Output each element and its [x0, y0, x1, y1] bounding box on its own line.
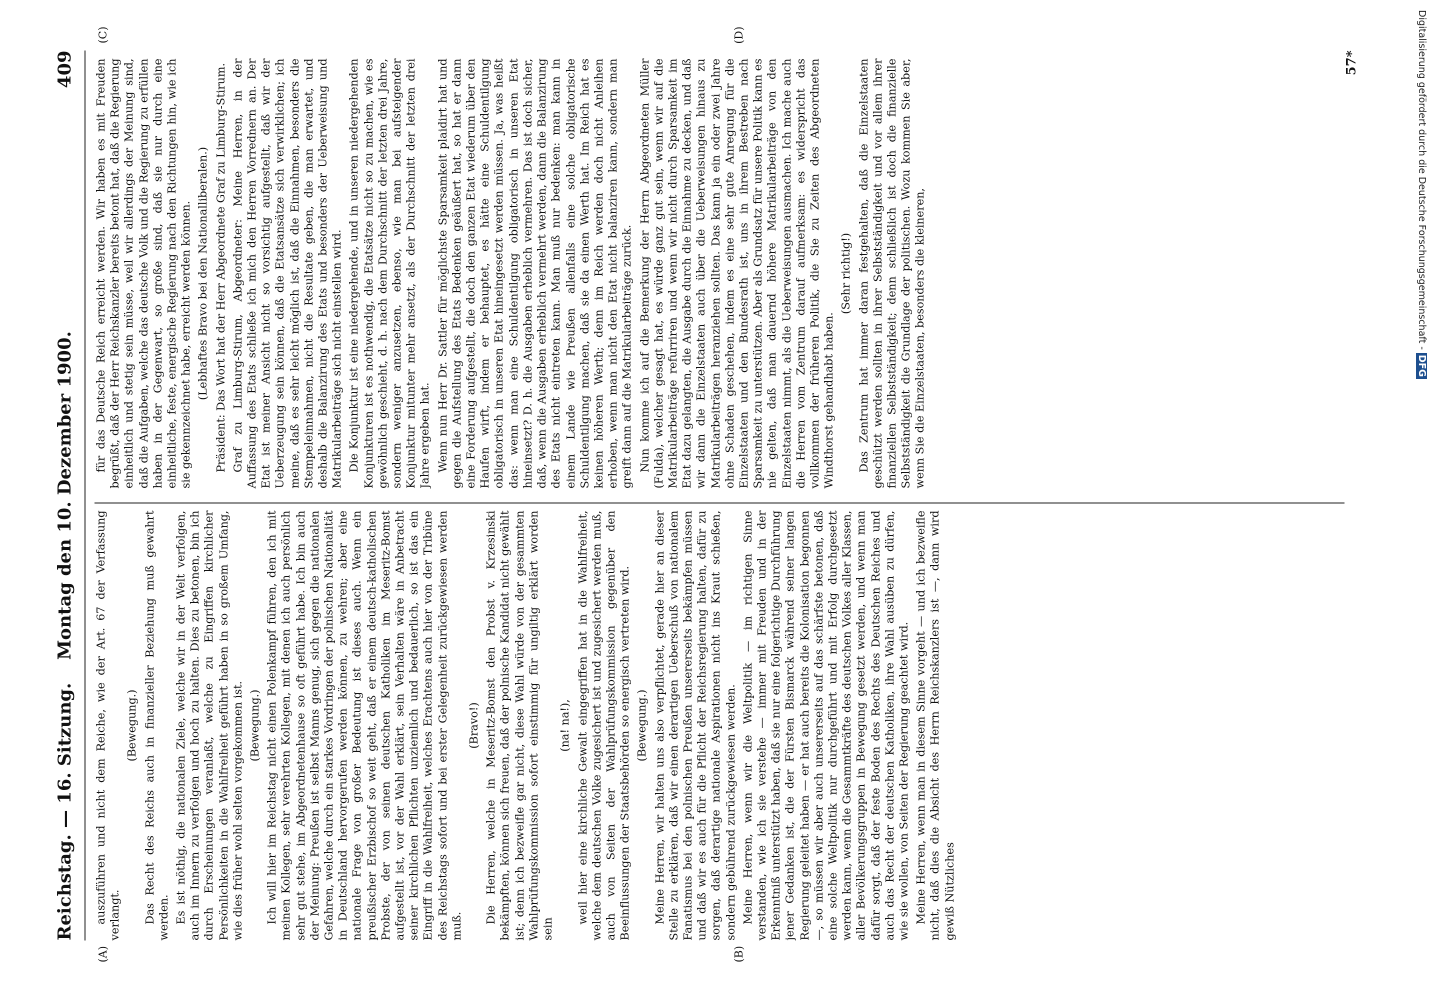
document-page: [33, 21, 1378, 981]
right-column-paragraph: Graf zu Limburg-Stirum, Abgeordneter: Meine Herren, in der Auffassung des Etats schließe ich mich den Herren Vorrednern an. Der Etat ist meiner Ansicht nicht so vorsichtig aufgestellt, daß wir der Ueberzeugung sein können, daß die Etatsansätze sich verwirklichen; ich meine, daß es sehr leicht möglich ist, daß die Einnahmen, besonders die Stempeleinnahmen, nicht die Resultate geben, die man erwartet, und deshalb die Balanzirung des Etats und besonders der Ueberweisung und Matrikularbeiträge sich nicht einstellen wird.: [231, 58, 344, 489]
dfg-logo: DFG: [1416, 354, 1427, 377]
left-column-paragraph: weil hier eine kirchliche Gewalt eingegriffen hat in die Wahlfreiheit, welche dem deutschen Volke zugesichert ist und zugesichert werden muß, auch von Seiten der Wahlprüfungskommission gegenüber den Beeinflussungen der Staatsbehörden so energisch vertreten wird.: [576, 510, 632, 941]
right-column-paragraph: Das Zentrum hat immer daran festgehalten, daß die Einzelstaaten geschützt werden sollten in ihrer Selbstständigkeit und vor allem ihrer finanziellen Selbstständigkeit; denn schließlich ist doch die finanzielle Selbstständigkeit die Grundlage der politischen. Wozu kommen Sie aber, wenn Sie die Einzelstaaten, besonders die kleineren,: [857, 58, 927, 489]
left-column-paragraph: Meine Herren, wenn wir die Weltpolitik — im richtigen Sinne verstanden, wie ich sie verstehe — immer mit Freuden und in der Erkenntniß unterstützt haben, daß sie nur eine folgerichtige Durchführung jener Gedanken ist, die der Fürsten Bismarck während seiner langen Regierung geleitet haben — er hat auch bereits die Kolonisation begonnen —, so müssen wir aber auch unsererseits auf das schärfste betonen, daß eine solche Weltpolitik nur durchgeführt und mit Erfolg durchgesetzt werden kann, wenn die Gesammtkräfte des deutschen Volkes aller Klassen, aller Bevölkerungsgruppen in Bewegung gesetzt werden, und wenn man dafür sorgt, daß der feste Boden des Rechts des Deutschen Reiches und auch das Recht der deutschen Katholiken, ihre Wahl ausüben zu dürfen, wie sie wollen, von Seiten der Regierung geachtet wird.: [741, 510, 911, 941]
header-session: Reichstag. — 16. Sitzung.: [54, 682, 76, 941]
left-column-paragraph: (Bewegung.): [248, 689, 262, 762]
credit-text: Digitalisierung gefördert durch die Deutsche Forschungsgemeinschaft -: [1416, 10, 1427, 353]
page-number: 409: [54, 50, 76, 89]
digitization-credit: [1414, 10, 1428, 670]
right-column-paragraph: Die Konjunktur ist eine niedergehende, und in unseren niedergehenden Konjunkturen ist es nothwendig, die Etatsätze nicht so zu machen, wie es gewöhnlich geschieht, d. h. nach dem Durchschnitt der letzten drei Jahre, sondern weniger anzusetzen, ebenso, wie man bei aufsteigender Konjunktur mitunter mehr ansetzt, als der Durchschnitt der letzten drei Jahre ergeben hat.: [347, 58, 432, 489]
left-column-paragraph: (Bewegung.): [125, 689, 139, 762]
right-column-paragraph: (Sehr richtig!): [839, 232, 853, 315]
header-rule: [85, 51, 86, 941]
right-column-paragraph: Nun komme ich auf die Bemerkung der Herrn Abgeordneten Müller (Fulda), welcher gesagt hat, es würde ganz gut sein, wenn wir auf die Matrikularbeiträge refurriren und wenn wir nicht durch Sparsamkeit im Etat dazu gelangten, die Ausgabe durch die Einnahme zu decken, und daß wir dann die Einzelstaaten auch über die Ueberweisungen hinaus zu Matrikularbeiträgen heranziehen sollten. Das kann ja ein oder zwei Jahre ohne Schaden geschehen, indem es eine sehr gute Anregung für die Einzelstaaten und den Bundesrath ist, uns in ihrem Bestreben nach Sparsamkeit zu unterstützen. Aber als Grundsatz für unsere Politik kann es nie gelten, daß man dauernd höhere Matrikularbeiträge von den Einzelstaaten nimmt, als die Ueberweisungen ausmachen. Ich mache auch die Herren vom Zentrum darauf aufmerksam: es widerspricht das vollkommen der früheren Politik, die Sie zu Zeiten des Abgeordneten Windthorst gehandhabt haben.: [638, 58, 836, 489]
left-column: [95, 511, 1350, 941]
left-column-paragraph: (na! na!),: [558, 699, 572, 752]
page-header: [55, 51, 83, 941]
left-column-paragraph: (Bravo!): [467, 702, 481, 749]
margin-marker-c: (C): [96, 26, 110, 44]
left-column-paragraph: Ich will hier im Reichstag nicht einen Polenkampf führen, den ich mit meinen Kollegen, sehr verehrten Kollegen, mit denen ich auch persönlich sehr gut stehe, im Abgeordnetenhause so oft geführt habe. Ich bin auch der Meinung: Preußen ist selbst Manns genug, sich gegen die nationalen Gefahren, welche durch ein starkes Vordringen der polnischen Nationalität in Deutschland hervorgerufen werden können, zu wehren; aber eine nationale Frage von großer Bedeutung ist dieses auch. Wenn ein preußischer Erzbischof so weit geht, daß er einem deutsch-katholischen Probste, der von seinen deutschen Katholiken im Meseritz-Bomst aufgestellt ist, vor der Wahl erklärt, sein Verhalten wäre in Anbetracht seiner kirchlichen Pflichten unziemlich und bedauerlich, so ist das ein Eingriff in die Wahlfreiheit, welches Erachtens auch hier von der Tribüne des Reichstags sofort und bei erster Gelegenheit zurückgewiesen werden muß.: [265, 510, 464, 941]
left-column-paragraph: Das Recht des Reichs auch in finanzieller Beziehung muß gewahrt werden.: [143, 510, 171, 941]
left-column-paragraph: (Bewegung.): [635, 689, 649, 762]
column-divider: [95, 503, 1345, 504]
right-column-paragraph: Wenn nun Herr Dr. Sattler für möglichste Sparsamkeit plaidirt hat und gegen die Aufstellung des Etats Bedenken geäußert hat, so hat er dann eine Forderung aufgestellt, die doch den ganzen Etat wiederum über den Haufen wirft, indem er behauptet, es hätte eine Schuldentilgung obligatorisch in unseren Etat hineingesetzt werden müssen. Ja, was heißt das: wenn man eine Schuldentilgung obligatorisch in unseren Etat hineinsetzt? D. h. die Ausgaben erheblich vermehren. Das ist doch sicher, daß, wenn die Ausgaben erheblich vermehrt werden, dann die Balanzirung des Etats nicht eintreten kann. Man muß nur bedenken: man kann in einem Lande wie Preußen allenfalls eine solche obligatorische Schuldentilgung machen, daß sie da einen Werth hat. Im Reich hat es keinen höheren Werth; denn im Reich werden doch nicht Anleihen erhoben, wenn man nicht den Etat nicht balanziren kann, sondern man greift dann auf die Matrikularbeiträge zurück.: [436, 58, 634, 489]
left-column-paragraph: auszuführen und nicht dem Reiche, wie der Art. 67 der Verfassung verlangt.: [94, 510, 122, 941]
margin-marker-a: (A): [96, 945, 110, 963]
margin-marker-d: (D): [732, 26, 746, 44]
left-column-paragraph: Die Herren, welche in Meseritz-Bomst den Probst v. Krzesinski bekämpften, können sich freuen, daß der polnische Kandidat nicht gewählt ist; denn ich bezweifle gar nicht, diese Wahl würde von der gesammten Wahlprüfungskommission sofort einstimmig für ungiltig erklärt worden sein: [484, 510, 555, 941]
right-column-paragraph: Präsident: Das Wort hat der Herr Abgeordnete Graf zu Limburg-Stirum.: [214, 62, 228, 473]
margin-marker-b: (B): [732, 945, 746, 963]
left-column-paragraph: Meine Herren, wenn man in diesem Sinne vorgeht — und ich bezweifle nicht, daß dies die Absicht des Herrn Reichskanzlers ist —, dann wird gewiß Nützliches: [914, 510, 957, 941]
right-column: [95, 59, 1350, 489]
footer-signature: 57*: [1344, 50, 1360, 76]
right-column-paragraph: für das Deutsche Reich erreicht werden. Wir haben es mit Freuden begrüßt, daß der Herr Reichskanzler bereits betont hat, daß die Regierung einheitlich und stetig sein müsse, weil wir allerdings der Meinung sind, daß die Aufgaben, welche das deutsche Volk und die Regierung zu erfüllen haben in der Gegenwart, so große sind, daß sie nur durch eine einheitliche, feste, energische Regierung nach den Richtungen hin, wie ich sie gekennzeichnet habe, erreicht werden können.: [94, 58, 193, 489]
left-column-paragraph: Meine Herren, wir halten uns also verpflichtet, gerade hier an dieser Stelle zu erklären, daß wir einen derartigen Ueberschuß von nationalem Fanatismus bei den polnischen Preußen unsererseits bekämpfen müssen und daß wir es auch für die Pflicht der Reichsregierung halten, dafür zu sorgen, daß derartige nationale Aspirationen nicht ins Kraut schießen, sondern gebührend zurückgewiesen werden.: [653, 510, 738, 941]
left-column-paragraph: Es ist nöthig, die nationalen Ziele, welche wir in der Welt verfolgen, auch im Innern zu verfolgen und hoch zu halten. Dies zu betonen, bin ich durch Erscheinungen veranlaßt, welche zu Eingriffen kirchlicher Persönlichkeiten in die Wahlfreiheit geführt haben in so großem Umfang, wie dies früher wohl selten vorgekommen ist.: [174, 510, 245, 941]
header-date: Montag den 10. Dezember 1900.: [54, 331, 76, 660]
right-column-paragraph: (Lebhaftes Bravo bei den Nationalliberalen.): [196, 146, 210, 401]
